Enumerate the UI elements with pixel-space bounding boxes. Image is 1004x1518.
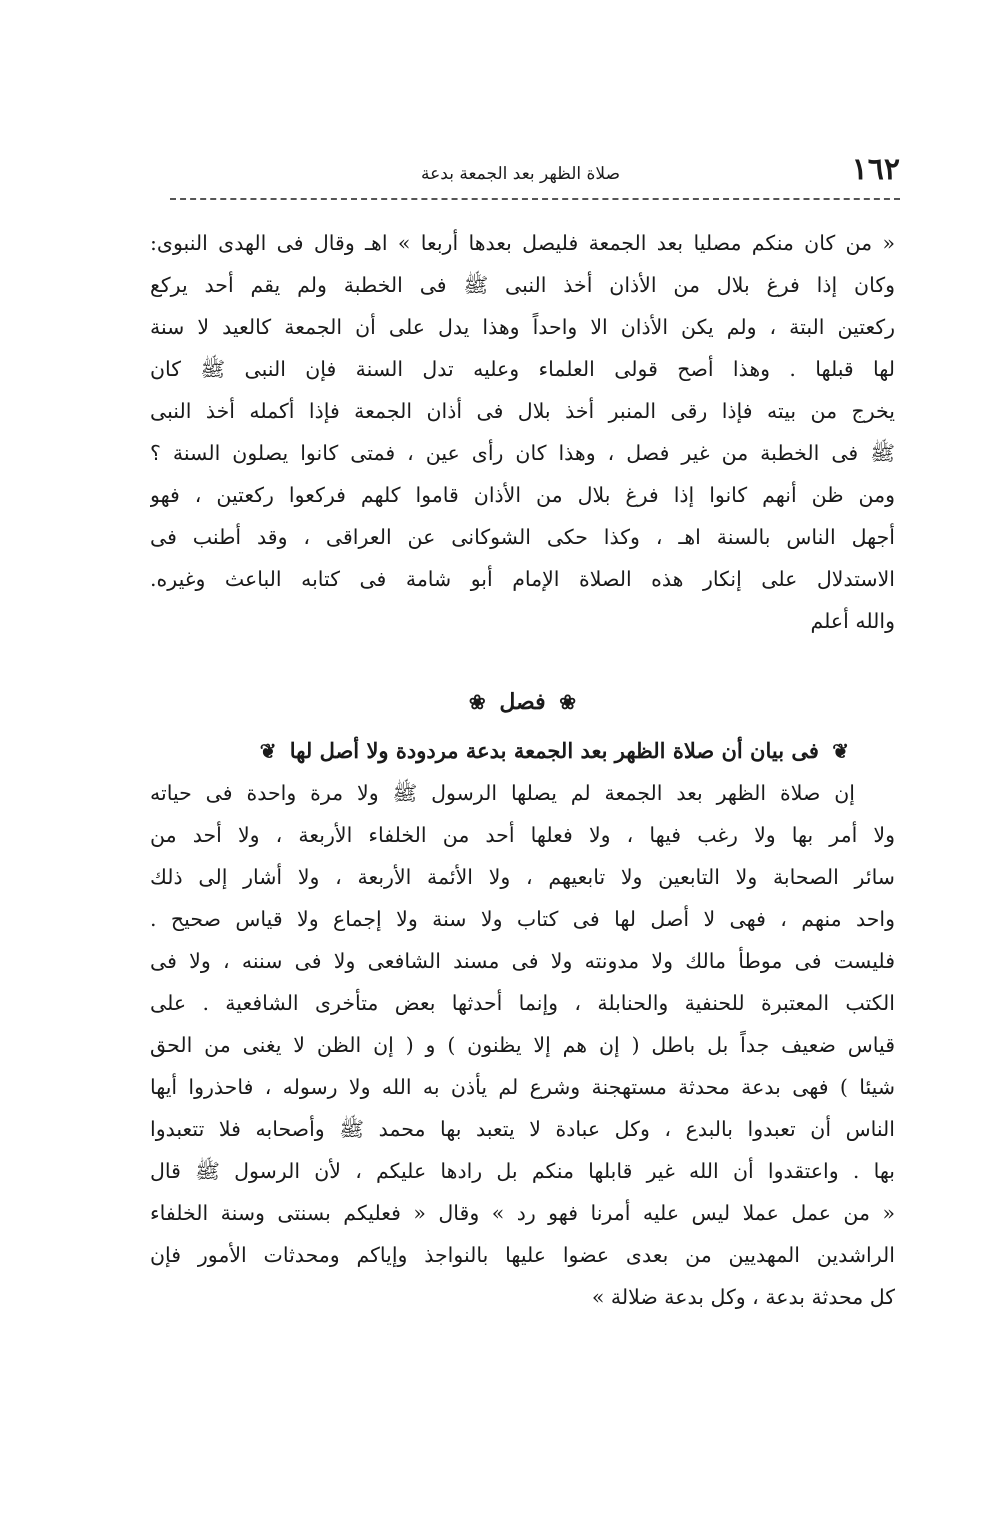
- text-line: أجهل الناس بالسنة اهـ ، وكذا حكى الشوكانى عن العراقى ، وقد أطنب فى: [150, 525, 895, 549]
- text-line: ركعتين البتة ، ولم يكن الأذان الا واحداً وهذا يدل على أن الجمعة كالعيد لا سنة: [150, 315, 895, 339]
- text-line: ﷺ فى الخطبة من غير فصل ، وهذا كان رأى عين ، فمتى كانوا يصلون السنة ؟: [150, 441, 895, 465]
- ornament-icon: ❦: [832, 739, 849, 763]
- ornament-icon: ❀: [559, 690, 577, 714]
- text-line: واحد منهم ، فهى لا أصل لها فى كتاب ولا سنة ولا إجماع ولا قياس صحيح .: [150, 907, 895, 931]
- text-line: « من كان منكم مصليا بعد الجمعة فليصل بعدها أربعا » اهـ وقال فى الهدى النبوى:: [150, 231, 895, 255]
- page-number: ١٦٢: [851, 152, 900, 187]
- text-line: لها قبلها . وهذا أصح قولى العلماء وعليه تدل السنة فإن النبى ﷺ كان: [150, 357, 895, 381]
- text-line: شيئا ) فهى بدعة محدثة مستهجنة وشرع لم يأذن به الله ولا رسوله ، فاحذروا أيها: [150, 1075, 895, 1099]
- text-line: قياس ضعيف جداً بل باطل ( إن هم إلا يظنون ) و ( إن الظن لا يغنى من الحق: [150, 1033, 895, 1057]
- text-line: الراشدين المهديين من بعدى عضوا عليها بالنواجذ وإياكم ومحدثات الأمور فإن: [150, 1243, 895, 1267]
- section-heading-label: فصل: [499, 689, 546, 715]
- ornament-icon: ❦: [259, 739, 277, 763]
- header-rule: [170, 198, 900, 200]
- running-title: صلاة الظهر بعد الجمعة بدعة: [421, 164, 620, 184]
- text-line: كل محدثة بدعة ، وكل بدعة ضلالة »: [591, 1285, 895, 1309]
- paragraph-1: [150, 222, 895, 642]
- ornament-icon: ❀: [468, 690, 486, 714]
- text-line: فليست فى موطأ مالك ولا مدونته ولا فى مسند الشافعى ولا فى سننه ، ولا فى: [150, 949, 895, 973]
- text-line: الناس أن تعبدوا بالبدع ، وكل عبادة لا يتعبد بها محمد ﷺ وأصحابه فلا تتعبدوا: [150, 1117, 895, 1141]
- text-line: ومن ظن أنهم كانوا إذا فرغ بلال من الأذان قاموا كلهم فركعوا ركعتين ، فهو: [150, 483, 895, 507]
- text-line: وكان إذا فرغ بلال من الأذان أخذ النبى ﷺ فى الخطبة ولم يقم أحد يركع: [150, 273, 895, 297]
- text-line: الاستدلال على إنكار هذه الصلاة الإمام أبو شامة فى كتابه الباعث وغيره.: [150, 567, 895, 591]
- text-line: إن صلاة الظهر بعد الجمعة لم يصلها الرسول ﷺ ولا مرة واحدة فى حياته: [150, 781, 855, 805]
- section-heading: [150, 680, 895, 724]
- text-line: بها . واعتقدوا أن الله غير قابلها منكم بل رادها عليكم ، لأن الرسول ﷺ قال: [150, 1159, 895, 1183]
- paragraph-2: [150, 730, 895, 1318]
- section-subtitle-label: فى بيان أن صلاة الظهر بعد الجمعة بدعة مردودة ولا أصل لها: [289, 738, 819, 763]
- text-line: ولا أمر بها ولا رغب فيها ، ولا فعلها أحد من الخلفاء الأربعة ، ولا أحد من: [150, 823, 895, 847]
- page-header: [170, 150, 900, 194]
- text-line: يخرج من بيته فإذا رقى المنبر أخذ بلال فى أذان الجمعة فإذا أكمله أخذ النبى: [150, 399, 895, 423]
- text-line: « من عمل عملا ليس عليه أمرنا فهو رد » وقال « فعليكم بسنتى وسنة الخلفاء: [150, 1201, 895, 1225]
- text-line: والله أعلم: [810, 609, 895, 633]
- section-subtitle: [150, 730, 895, 772]
- text-line: سائر الصحابة ولا التابعين ولا تابعيهم ، ولا الأئمة الأربعة ، ولا أشار إلى ذلك: [150, 865, 895, 889]
- text-line: الكتب المعتبرة للحنفية والحنابلة ، وإنما أحدثها بعض متأخرى الشافعية . على: [150, 991, 895, 1015]
